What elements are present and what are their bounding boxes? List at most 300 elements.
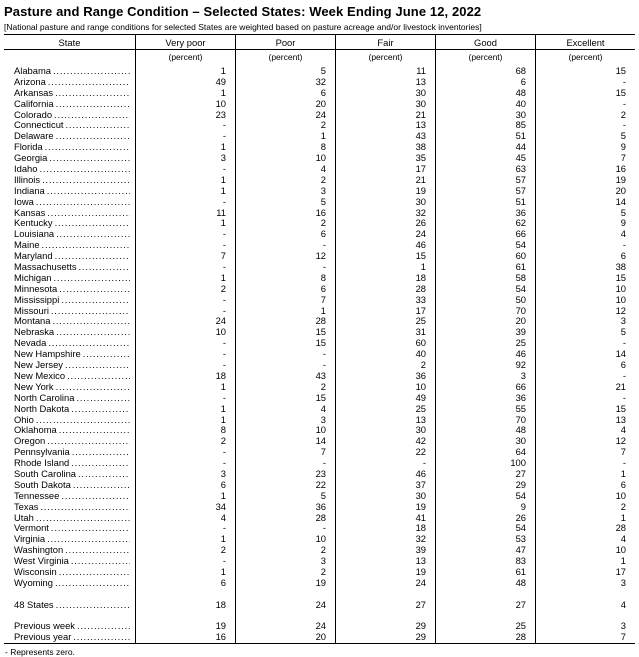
value-cell: 46: [335, 240, 435, 251]
value-cell: 19: [235, 578, 335, 589]
value-cell: 50: [435, 295, 535, 306]
table-row: [4, 295, 635, 306]
value-cell: 100: [435, 458, 535, 469]
value-cell: 12: [235, 251, 335, 262]
value-cell: 2: [235, 175, 335, 186]
value-cell: 16: [235, 208, 335, 219]
value-cell: 62: [435, 218, 535, 229]
value-cell: 28: [235, 513, 335, 524]
state-cell: [4, 349, 135, 360]
value-cell: 36: [435, 208, 535, 219]
table-row: [4, 436, 635, 447]
value-cell: -: [135, 349, 235, 360]
value-cell: 23: [235, 469, 335, 480]
state-cell: [4, 229, 135, 240]
state-cell: [4, 436, 135, 447]
value-cell: -: [535, 393, 635, 404]
table-row: [4, 491, 635, 502]
state-name: Oregon: [14, 436, 46, 447]
value-cell: -: [535, 458, 635, 469]
value-cell: 18: [335, 523, 435, 534]
value-cell: 5: [535, 327, 635, 338]
table-row: [4, 371, 635, 382]
spacer-cell: [435, 611, 535, 622]
state-cell: [4, 415, 135, 426]
value-cell: -: [335, 458, 435, 469]
value-cell: 29: [335, 632, 435, 643]
state-name: Vermont: [14, 523, 49, 534]
value-cell: -: [535, 338, 635, 349]
state-name: Rhode Island: [14, 458, 70, 469]
state-name: Oklahoma: [14, 425, 57, 436]
table-body: [4, 66, 635, 643]
value-cell: 13: [335, 77, 435, 88]
value-cell: -: [135, 295, 235, 306]
value-cell: 18: [135, 371, 235, 382]
state-name: Michigan: [14, 272, 52, 283]
table-row: [4, 262, 635, 273]
state-cell: [4, 567, 135, 578]
value-cell: 15: [235, 393, 335, 404]
state-cell: [4, 251, 135, 262]
value-cell: 55: [435, 404, 535, 415]
value-cell: -: [235, 458, 335, 469]
state-name: New Hampshire: [14, 349, 81, 360]
table-row: [4, 77, 635, 88]
state-cell: [4, 338, 135, 349]
value-cell: 21: [335, 175, 435, 186]
table-row: [4, 142, 635, 153]
value-cell: 46: [435, 349, 535, 360]
column-header-excellent: Excellent: [535, 35, 635, 49]
value-cell: 24: [335, 578, 435, 589]
dot-leader: [61, 295, 130, 306]
value-cell: 13: [535, 415, 635, 426]
state-name: Pennsylvania: [14, 447, 70, 458]
value-cell: 39: [435, 327, 535, 338]
dot-leader: [49, 153, 130, 164]
value-cell: 46: [335, 469, 435, 480]
state-cell: [4, 77, 135, 88]
value-cell: 9: [435, 502, 535, 513]
dot-leader: [76, 393, 130, 404]
value-cell: 30: [335, 197, 435, 208]
dot-leader: [52, 316, 130, 327]
value-cell: -: [135, 197, 235, 208]
state-cell: [4, 523, 135, 534]
value-cell: 2: [135, 284, 235, 295]
value-cell: 1: [135, 88, 235, 99]
value-cell: 15: [535, 273, 635, 284]
value-cell: 19: [335, 502, 435, 513]
value-cell: 11: [135, 208, 235, 219]
report-footnote: - Represents zero.: [5, 647, 75, 657]
value-cell: 33: [335, 295, 435, 306]
table-row: [4, 404, 635, 415]
state-name: Idaho: [14, 164, 38, 175]
value-cell: 44: [435, 142, 535, 153]
value-cell: 43: [235, 371, 335, 382]
state-name: North Carolina: [14, 392, 75, 403]
value-cell: 21: [535, 382, 635, 393]
state-cell: [4, 469, 135, 480]
value-cell: 2: [235, 567, 335, 578]
value-cell: 15: [235, 338, 335, 349]
dot-leader: [59, 425, 130, 436]
value-cell: 15: [535, 404, 635, 415]
state-name: Washington: [14, 545, 64, 556]
state-cell: [4, 164, 135, 175]
state-cell: [4, 502, 135, 513]
value-cell: 25: [335, 316, 435, 327]
value-cell: 61: [435, 262, 535, 273]
table-row-previous-year: [4, 632, 635, 643]
value-cell: 5: [535, 131, 635, 142]
state-cell: [4, 99, 135, 110]
table-row: [4, 153, 635, 164]
value-cell: 32: [335, 208, 435, 219]
value-cell: 10: [535, 284, 635, 295]
state-cell: [4, 480, 135, 491]
value-cell: 6: [535, 251, 635, 262]
spacer-cell: [535, 611, 635, 622]
state-name: Connecticut: [14, 120, 64, 131]
table-row: [4, 469, 635, 480]
state-cell: [4, 208, 135, 219]
table-header-row: [4, 35, 635, 50]
value-cell: 6: [135, 480, 235, 491]
state-name: Georgia: [14, 153, 48, 164]
table-row: [4, 338, 635, 349]
value-cell: 17: [335, 306, 435, 317]
value-cell: 3: [235, 415, 335, 426]
unit-label: (percent): [335, 50, 435, 66]
state-name: Wyoming: [14, 577, 53, 588]
value-cell: 10: [135, 99, 235, 110]
value-cell: 22: [335, 447, 435, 458]
state-name: Previous week: [14, 621, 75, 632]
value-cell: 4: [535, 425, 635, 436]
value-cell: 57: [435, 186, 535, 197]
dot-leader: [56, 327, 130, 338]
state-name: Virginia: [14, 534, 46, 545]
value-cell: 1: [135, 415, 235, 426]
dot-leader: [73, 480, 130, 491]
value-cell: 27: [435, 600, 535, 611]
value-cell: 2: [235, 545, 335, 556]
state-cell: [4, 491, 135, 502]
value-cell: 2: [535, 110, 635, 121]
value-cell: 19: [535, 175, 635, 186]
pasture-condition-table: [4, 34, 635, 644]
value-cell: -: [235, 360, 335, 371]
value-cell: 25: [435, 621, 535, 632]
table-row: [4, 284, 635, 295]
column-header-fair: Fair: [335, 35, 435, 49]
state-cell: [4, 306, 135, 317]
value-cell: 6: [235, 284, 335, 295]
value-cell: 49: [135, 77, 235, 88]
state-cell: [4, 316, 135, 327]
value-cell: 4: [135, 513, 235, 524]
value-cell: 5: [235, 491, 335, 502]
value-cell: 27: [435, 469, 535, 480]
state-cell: [4, 371, 135, 382]
value-cell: -: [135, 523, 235, 534]
state-cell: [4, 632, 135, 643]
value-cell: -: [235, 523, 335, 534]
value-cell: 27: [335, 600, 435, 611]
value-cell: 35: [335, 153, 435, 164]
value-cell: 3: [135, 469, 235, 480]
dot-leader: [55, 578, 130, 589]
column-header-good: Good: [435, 35, 535, 49]
state-name: Colorado: [14, 109, 53, 120]
value-cell: 12: [535, 436, 635, 447]
value-cell: -: [135, 338, 235, 349]
state-name: Utah: [14, 512, 34, 523]
value-cell: 16: [535, 164, 635, 175]
value-cell: 32: [235, 77, 335, 88]
value-cell: 28: [235, 316, 335, 327]
value-cell: 22: [235, 480, 335, 491]
value-cell: 1: [135, 404, 235, 415]
dot-leader: [65, 360, 130, 371]
table-row: [4, 164, 635, 175]
dot-leader: [56, 131, 130, 142]
table-row: [4, 425, 635, 436]
value-cell: 13: [335, 556, 435, 567]
value-cell: 54: [435, 240, 535, 251]
dot-leader: [61, 491, 130, 502]
value-cell: 1: [335, 262, 435, 273]
state-cell: [4, 153, 135, 164]
value-cell: 48: [435, 578, 535, 589]
dot-leader: [47, 208, 130, 219]
unit-label: (percent): [535, 50, 635, 66]
spacer-cell: [135, 611, 235, 622]
value-cell: 38: [335, 142, 435, 153]
report-note: [National pasture and range conditions for selected States are weighted based on pasture acreage and/or livestock inventories]: [4, 22, 482, 32]
dot-leader: [54, 110, 130, 121]
spacer-row: [4, 611, 635, 622]
value-cell: 49: [335, 393, 435, 404]
value-cell: 1: [135, 175, 235, 186]
state-cell: [4, 175, 135, 186]
value-cell: -: [135, 240, 235, 251]
value-cell: -: [235, 240, 335, 251]
state-cell: [4, 425, 135, 436]
value-cell: 23: [135, 110, 235, 121]
value-cell: 48: [435, 425, 535, 436]
value-cell: 28: [435, 632, 535, 643]
value-cell: 3: [535, 621, 635, 632]
value-cell: 10: [235, 534, 335, 545]
state-name: Iowa: [14, 196, 34, 207]
state-name: Mississippi: [14, 294, 60, 305]
value-cell: 30: [435, 436, 535, 447]
value-cell: 19: [135, 621, 235, 632]
value-cell: 2: [335, 360, 435, 371]
value-cell: -: [135, 120, 235, 131]
value-cell: 20: [535, 186, 635, 197]
value-cell: -: [135, 458, 235, 469]
state-name: Maine: [14, 240, 40, 251]
spacer-row: [4, 589, 635, 600]
table-row: [4, 229, 635, 240]
state-name: Louisiana: [14, 229, 55, 240]
table-row: [4, 218, 635, 229]
value-cell: 6: [435, 77, 535, 88]
spacer-cell: [135, 589, 235, 600]
value-cell: 14: [535, 197, 635, 208]
dot-leader: [45, 142, 130, 153]
value-cell: 6: [235, 88, 335, 99]
value-cell: 40: [335, 349, 435, 360]
state-cell: [4, 186, 135, 197]
value-cell: 1: [135, 142, 235, 153]
value-cell: 11: [335, 66, 435, 77]
state-name: Kentucky: [14, 218, 53, 229]
value-cell: 7: [235, 447, 335, 458]
value-cell: 18: [135, 600, 235, 611]
unit-row-state-cell: [4, 50, 135, 66]
spacer-cell: [335, 611, 435, 622]
dot-leader: [56, 229, 130, 240]
dot-leader: [51, 523, 130, 534]
state-name: Texas: [14, 501, 39, 512]
value-cell: -: [535, 371, 635, 382]
value-cell: 64: [435, 447, 535, 458]
value-cell: 16: [135, 632, 235, 643]
value-cell: 38: [535, 262, 635, 273]
dot-leader: [59, 284, 130, 295]
value-cell: 4: [535, 229, 635, 240]
value-cell: 10: [235, 153, 335, 164]
value-cell: 41: [335, 513, 435, 524]
table-row: [4, 360, 635, 371]
table-row: [4, 567, 635, 578]
table-row: [4, 175, 635, 186]
state-name: 48 States: [14, 599, 54, 610]
value-cell: 60: [435, 251, 535, 262]
dot-leader: [36, 415, 130, 426]
dot-leader: [47, 534, 130, 545]
state-cell: [4, 458, 135, 469]
value-cell: 2: [135, 436, 235, 447]
table-row: [4, 88, 635, 99]
value-cell: 20: [235, 632, 335, 643]
value-cell: 7: [535, 447, 635, 458]
value-cell: 24: [235, 600, 335, 611]
value-cell: 7: [535, 632, 635, 643]
state-cell: [4, 447, 135, 458]
table-row: [4, 349, 635, 360]
dot-leader: [71, 458, 130, 469]
value-cell: 1: [535, 556, 635, 567]
value-cell: 8: [235, 142, 335, 153]
value-cell: 15: [235, 327, 335, 338]
state-name: Tennessee: [14, 490, 60, 501]
table-row: [4, 523, 635, 534]
value-cell: -: [135, 556, 235, 567]
value-cell: 5: [235, 197, 335, 208]
state-cell: [4, 545, 135, 556]
value-cell: 20: [235, 99, 335, 110]
value-cell: 53: [435, 534, 535, 545]
value-cell: 10: [535, 295, 635, 306]
unit-label: (percent): [135, 50, 235, 66]
state-name: New York: [14, 381, 54, 392]
unit-label: (percent): [235, 50, 335, 66]
value-cell: 3: [535, 316, 635, 327]
value-cell: 1: [135, 567, 235, 578]
value-cell: 61: [435, 567, 535, 578]
state-name: Kansas: [14, 207, 46, 218]
state-cell: [4, 88, 135, 99]
table-row: [4, 382, 635, 393]
state-cell: [4, 142, 135, 153]
dot-leader: [54, 273, 130, 284]
state-name: Alabama: [14, 66, 52, 76]
table-row: [4, 131, 635, 142]
value-cell: 60: [335, 338, 435, 349]
table-unit-row: [4, 50, 635, 66]
value-cell: 4: [235, 164, 335, 175]
value-cell: 57: [435, 175, 535, 186]
dot-leader: [55, 218, 130, 229]
table-row: [4, 458, 635, 469]
value-cell: 19: [335, 567, 435, 578]
state-name: South Carolina: [14, 468, 77, 479]
value-cell: 17: [535, 567, 635, 578]
table-row: [4, 393, 635, 404]
table-row: [4, 556, 635, 567]
value-cell: 21: [335, 110, 435, 121]
value-cell: 70: [435, 306, 535, 317]
dot-leader: [42, 175, 130, 186]
value-cell: 1: [135, 273, 235, 284]
value-cell: 30: [435, 110, 535, 121]
state-name: Nebraska: [14, 327, 55, 338]
value-cell: 7: [535, 153, 635, 164]
value-cell: 7: [135, 251, 235, 262]
value-cell: 12: [535, 306, 635, 317]
state-name: Delaware: [14, 131, 54, 142]
state-name: New Mexico: [14, 370, 66, 381]
value-cell: 4: [235, 404, 335, 415]
state-cell: [4, 295, 135, 306]
value-cell: 15: [535, 66, 635, 77]
value-cell: 24: [135, 316, 235, 327]
value-cell: 24: [335, 229, 435, 240]
value-cell: 2: [235, 382, 335, 393]
value-cell: 10: [535, 545, 635, 556]
state-cell: [4, 327, 135, 338]
value-cell: 1: [535, 469, 635, 480]
state-cell: [4, 110, 135, 121]
dot-leader: [78, 469, 130, 480]
value-cell: 85: [435, 120, 535, 131]
state-cell: [4, 513, 135, 524]
value-cell: 70: [435, 415, 535, 426]
value-cell: 39: [335, 545, 435, 556]
value-cell: -: [135, 393, 235, 404]
dot-leader: [66, 120, 130, 131]
value-cell: 25: [435, 338, 535, 349]
value-cell: 54: [435, 491, 535, 502]
value-cell: 36: [335, 371, 435, 382]
